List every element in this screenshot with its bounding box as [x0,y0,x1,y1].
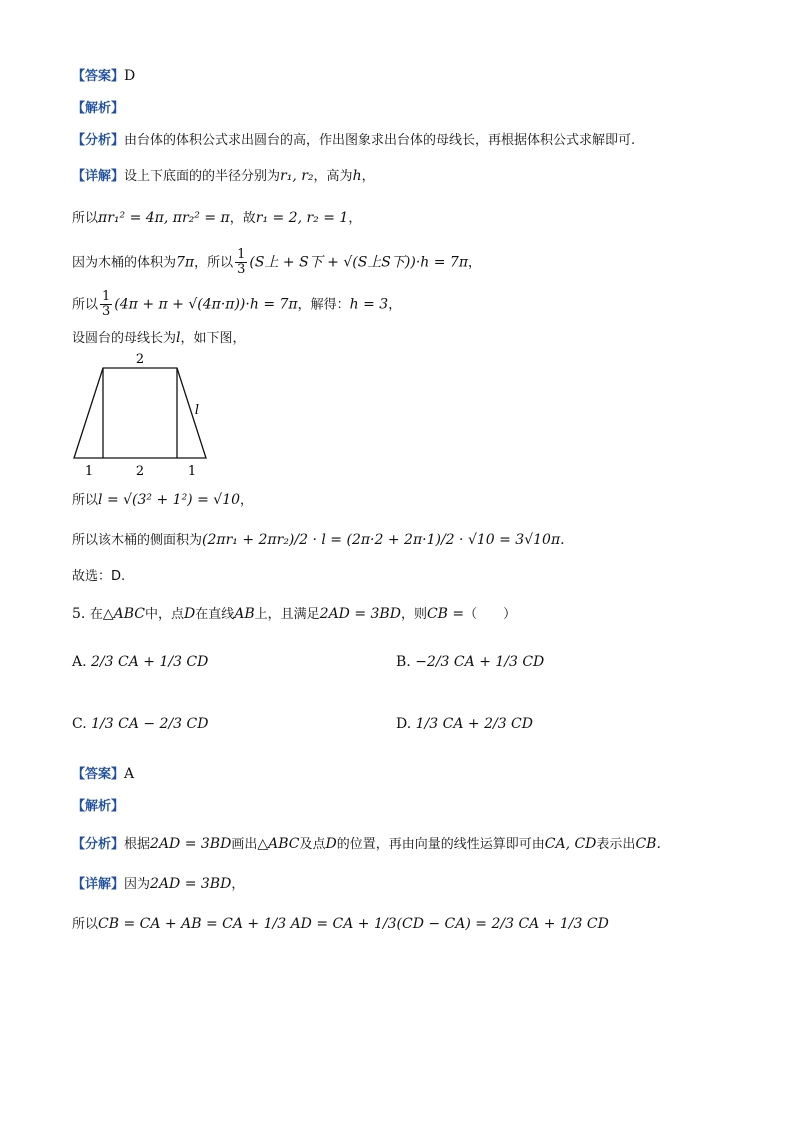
trapezoid-figure [66,348,216,480]
xiangjie-tag: 【详解】 [72,169,125,184]
option-expr: 1/3 CA + 2/3 CD [415,716,533,732]
analysis-tag: 【解析】 [72,101,125,116]
math-radii: r₁, r₂ [280,168,314,184]
detail-text: ，如下图， [180,331,246,346]
option-c [72,716,208,732]
q5-analysis-line [72,796,124,817]
detail-text: ，故 [229,211,256,226]
q4-detail-line-5 [72,328,246,349]
detail-text: 所以 [72,297,99,313]
q4-detail-line-3 [72,248,481,277]
label-top: 2 [135,352,145,367]
answer-tag: 【答案】 [72,69,125,84]
q5-stem [72,604,516,625]
math-volume-sub: (4π + π + √(4π·π))·h = 7π [114,296,298,313]
option-d [396,716,533,732]
detail-text: 所以该木桶的侧面积为 [72,533,203,548]
math-lateral-area: (2πr₁ + 2πr₂)/2 · l = (2π·2 + 2π·1)/2 · √10 = 3√10π. [202,532,565,548]
answer-tag: 【答案】 [72,767,125,782]
question-number: 5. [72,606,86,622]
vector-condition: 2AD = 3BD [150,876,232,892]
option-b [396,654,544,670]
answer-value: A [124,766,135,782]
option-expr: 1/3 CA − 2/3 CD [91,716,209,732]
vector-condition: 2AD = 3BD [150,836,232,852]
label-side: l [194,403,200,418]
option-label: C. [72,716,87,732]
analysis-tag: 【解析】 [72,799,125,814]
math-l: l [176,330,181,346]
fenxi-text: 及点 [299,837,326,852]
vector-derivation: CB = CA + AB = CA + 1/3 AD = CA + 1/3(CD − CA) = 2/3 CA + 1/3 CD [98,916,609,932]
q4-detail-line-1 [72,166,375,187]
option-label: D. [396,716,412,732]
trapezoid-outline [74,368,206,458]
stem-text: 在 [89,607,103,622]
detail-text: 因为木桶的体积为 [72,255,177,271]
fenxi-text: 根据 [124,837,151,852]
math-radii-result: r₁ = 2, r₂ = 1 [255,210,349,226]
point-d: D [325,836,337,852]
option-expr: 2/3 CA + 1/3 CD [91,654,209,670]
math-volume-formula: (S上 + S下 + √(S上S下))·h = 7π [249,254,469,271]
math-l-result: l = √(3² + 1²) = √10 [98,492,241,508]
option-expr: −2/3 CA + 1/3 CD [415,654,545,670]
detail-text: ， [361,169,375,184]
label-bottom-left: 1 [84,464,94,479]
detail-text: ，高为 [313,169,353,184]
label-bottom-mid: 2 [135,464,145,479]
q5-fenxi-line [72,834,661,855]
fenxi-tag: 【分析】 [72,133,125,148]
q4-detail-line-4 [72,290,401,319]
stem-text: 中，点 [144,607,184,622]
detail-text: 因为 [124,877,151,892]
detail-text: 所以 [72,493,99,508]
q4-detail-line-7 [72,530,565,551]
fraction-one-third: $\frac{1}{3}$ [102,289,111,319]
fenxi-text: 的位置，再由向量的线性运算即可由 [336,837,545,852]
q5-detail-line-1 [72,874,244,895]
detail-text: ， [231,877,245,892]
triangle-abc: △ABC [257,836,300,852]
stem-text: 在直线 [195,607,235,622]
math-h: h [352,168,362,184]
stem-text: ，则 [400,607,427,622]
stem-text: 上，且满足 [254,607,320,622]
q4-analysis-line [72,98,124,119]
point-d: D [183,606,196,622]
option-label: B. [396,654,411,670]
q4-detail-line-8 [72,566,125,587]
q4-detail-line-6 [72,490,253,511]
line-ab: AB [234,606,255,622]
detail-text: 所以 [72,211,99,226]
q5-answer-line [72,764,134,785]
fenxi-tag: 【分析】 [72,837,125,852]
detail-text: ， [348,211,362,226]
q5-detail-line-2 [72,914,609,935]
detail-text: ，所以 [194,255,234,271]
q4-answer-line [72,66,135,87]
fraction-one-third: $\frac{1}{3}$ [237,247,246,277]
detail-text: ， [388,297,402,313]
detail-text: ， [240,493,254,508]
detail-text: ， [468,255,482,271]
q4-detail-line-2 [72,208,361,229]
option-a [72,654,208,670]
fenxi-text: 画出 [231,837,258,852]
detail-text: 设上下底面的的半径分别为 [124,169,281,184]
answer-blank: （ ） [464,607,517,622]
q4-fenxi-line [72,130,635,151]
answer-value: D [124,68,136,84]
math-area-eq: πr₁² = 4π, πr₂² = π [98,210,230,226]
vectors-ca-cd: CA, CD [544,836,597,852]
fenxi-text: 由台体的体积公式求出圆台的高，作出图象求出台体的母线长，再根据体积公式求解即可. [124,133,636,148]
xiangjie-tag: 【详解】 [72,877,125,892]
detail-text: ，解得： [297,297,350,313]
vector-cb: CB. [635,836,661,852]
triangle-abc: △ABC [102,606,145,622]
detail-text: 设圆台的母线长为 [72,331,177,346]
vector-condition: 2AD = 3BD [319,606,401,622]
option-label: A. [72,654,87,670]
vector-cb: CB = [426,606,465,622]
math-volume: 7π [176,254,195,271]
conclusion-text: 故选：D. [72,569,126,584]
fenxi-text: 表示出 [596,837,636,852]
detail-text: 所以 [72,917,99,932]
math-h-result: h = 3 [349,296,389,313]
label-bottom-right: 1 [187,464,197,479]
